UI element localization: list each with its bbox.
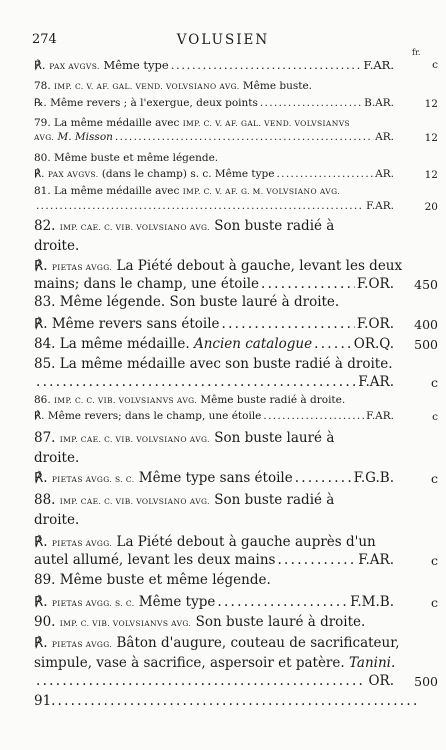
dot-leader (260, 97, 362, 109)
catalogue-line (34, 552, 396, 569)
dot-leader (57, 693, 420, 709)
page-number: 274 (32, 32, 57, 47)
entry-text (34, 258, 402, 274)
metal-grade: AR. (375, 168, 394, 180)
entry-text (34, 450, 79, 466)
entry-text (34, 614, 365, 630)
entry-text-main: 85. La même médaille avec son buste radié à droite. (34, 356, 393, 372)
price-value: 500 (414, 337, 438, 352)
entry-text-main: mains; dans le champ, une étoile (34, 276, 259, 292)
entry-text-main: ℟. (34, 635, 52, 651)
coin-legend: PAX AVGVS. (49, 62, 100, 71)
catalogue-line (34, 492, 422, 509)
dot-leader (222, 316, 355, 332)
entry-text (34, 655, 395, 671)
entry-text-main: ℟. Même revers; dans le champ, une étoile (34, 410, 262, 422)
metal-grade: F.G.B. (353, 470, 394, 486)
catalogue-line (34, 410, 396, 424)
catalogue-line (34, 594, 396, 611)
entry-text-main: 87. (34, 430, 60, 446)
entry-text (34, 394, 345, 406)
catalogue-line (34, 655, 422, 672)
entry-text (34, 572, 271, 588)
catalogue-line (34, 152, 422, 166)
entry-text (34, 410, 261, 422)
coin-legend: PAX AVGVS. (47, 170, 99, 179)
price-value: c (430, 553, 438, 568)
price-value: 450 (414, 277, 438, 292)
catalogue-line (34, 258, 422, 275)
entry-text-main: ℟. (34, 258, 52, 274)
entry-text (34, 152, 218, 164)
dot-leader (314, 336, 352, 352)
catalogue-line (34, 450, 422, 467)
entry-text (34, 336, 312, 352)
entry-text-main: droite. (34, 450, 80, 466)
entry-text-main: droite. (34, 512, 80, 528)
entry-text (34, 80, 312, 92)
entry-text-main: 91. (34, 693, 56, 709)
catalogue-line (34, 512, 422, 529)
price-value: c (432, 59, 438, 71)
citation-text: Tanini. (348, 655, 396, 671)
dot-leader (171, 58, 362, 72)
catalogue-line (34, 58, 396, 73)
entry-text (34, 168, 275, 180)
catalogue-line (34, 635, 422, 652)
entry-text-rest: (dans le champ) s. c. Même type (98, 168, 275, 180)
entry-text (34, 294, 339, 310)
metal-grade: F.AR. (358, 374, 394, 390)
entry-text-main: 82. (34, 218, 60, 234)
entry-text-main: 88. (34, 492, 60, 508)
entry-text-rest: Même type (134, 594, 216, 610)
coin-legend: IMP. C. C. VIB. VOLVSIANVS AVG. (54, 396, 198, 405)
entry-text-rest: La Piété debout à gauche auprès d'un (112, 534, 376, 550)
catalogue-line (34, 294, 422, 311)
citation-text: M. Misson (54, 131, 113, 143)
price-value: 12 (424, 169, 438, 181)
entry-text (34, 316, 220, 332)
entry-text-main: ℟. (34, 534, 52, 550)
entry-text-main: ℟. Même revers sans étoile (34, 316, 220, 332)
metal-grade: B.AR. (364, 97, 394, 109)
coin-legend: IMP. CAE. C. VIB. VOLVSIANO AVG. (59, 223, 210, 232)
entry-text-main: 78. (34, 80, 55, 92)
metal-grade: F.AR. (363, 58, 394, 72)
metal-grade: F.AR. (366, 200, 394, 212)
coin-legend: IMP. C. V. AF. GAL. VEND. VOLVSIANVS (182, 119, 351, 128)
dot-leader (277, 552, 356, 568)
entry-text (34, 131, 113, 143)
catalogue-line (34, 572, 422, 589)
entry-text-main: droite. (34, 238, 80, 254)
entry-text-main: ℟. (34, 594, 52, 610)
catalogue-line (34, 614, 422, 631)
catalogue-line (34, 276, 396, 293)
catalogue-line (34, 185, 422, 199)
entry-text (34, 512, 79, 528)
metal-grade: F.OR. (356, 316, 394, 332)
entry-text (34, 534, 376, 550)
entry-text-rest: Son buste lauré à droite. (191, 614, 366, 630)
entry-text (34, 97, 258, 109)
coin-legend: IMP. CAE. C. VIB. VOLVSIANO AVG. (59, 435, 210, 444)
catalogue-line (34, 218, 422, 235)
catalogue-line (34, 356, 422, 373)
coin-legend: IMP. C. VIB. VOLVSIANVS AVG. (59, 619, 192, 628)
entry-text-main: simpule, vase à sacrifice, aspersoir et patère. (34, 655, 349, 671)
catalogue-line (34, 200, 396, 214)
coin-legend: IMP. C. V. AF. G. M. VOLVSIANO AVG. (182, 187, 341, 196)
coin-legend: PIETAS AVGG. S. C. (51, 599, 135, 608)
dot-leader (261, 276, 355, 292)
price-value: 500 (414, 674, 438, 689)
dot-leader (295, 470, 352, 486)
catalogue-line (34, 131, 396, 145)
coin-legend: IMP. CAE. C. VIB. VOLVSIANO AVG. (59, 497, 210, 506)
entry-text-rest: Même type sans étoile (134, 470, 293, 486)
catalogue-line (34, 168, 396, 182)
entry-text-rest: Bâton d'augure, couteau de sacrificateur, (112, 635, 400, 651)
entry-text-rest: Son buste lauré à (209, 430, 335, 446)
coin-legend: PIETAS AVGG. (51, 640, 113, 649)
entry-text (34, 185, 340, 197)
price-value: 20 (424, 201, 438, 213)
coin-legend: PIETAS AVGG. S. C. (51, 475, 135, 484)
coin-legend: IMP. C. V. AF. GAL. VEND. VOLVSIANO AVG. (54, 82, 240, 91)
entry-text-rest: Son buste radié à (209, 492, 335, 508)
entry-text-main: 81. La même médaille avec (34, 185, 183, 197)
catalogue-line (34, 430, 422, 447)
entry-text (34, 276, 259, 292)
catalogue-line (34, 316, 396, 333)
price-column-heading: fr. (412, 48, 421, 57)
entry-text (34, 635, 400, 651)
entry-text-rest: La Piété debout à gauche, levant les deux (112, 258, 403, 274)
dot-leader (36, 673, 366, 689)
price-value: c (432, 411, 438, 423)
catalogue-line (34, 80, 422, 94)
entry-text (34, 492, 334, 508)
entry-text (34, 58, 169, 72)
catalogue-line (34, 238, 422, 255)
dot-leader (36, 374, 356, 390)
catalogue-line (34, 470, 396, 487)
metal-grade: F.AR. (358, 552, 394, 568)
entry-text (34, 470, 293, 486)
catalogue-line (34, 534, 422, 551)
metal-grade: F.M.B. (350, 594, 394, 610)
entry-text-main: 90. (34, 614, 60, 630)
dot-leader (263, 410, 364, 422)
entry-text (34, 238, 79, 254)
entry-text-main: 89. Même buste et même légende. (34, 572, 271, 588)
entry-text (34, 594, 215, 610)
metal-grade: OR.Q. (353, 336, 394, 352)
entry-text (34, 430, 334, 446)
price-value: 12 (424, 98, 438, 110)
price-value: c (430, 471, 438, 486)
entry-text (34, 117, 350, 129)
coin-legend: PIETAS AVGG. (51, 539, 113, 548)
price-value: c (430, 375, 438, 390)
entry-text-main: ℟. (34, 168, 48, 180)
entry-text-main: autel allumé, levant les deux mains (34, 552, 276, 568)
entry-text-rest: Même buste. (239, 80, 313, 92)
entry-text-main: ℟. (34, 58, 50, 72)
dot-leader (36, 200, 364, 212)
catalogue-line (34, 336, 396, 353)
entry-text (34, 218, 334, 234)
entry-text-main: 86. (34, 394, 55, 406)
entry-text-main: 83. Même légende. Son buste lauré à droite. (34, 294, 340, 310)
metal-grade: F.AR. (366, 410, 394, 422)
catalogue-line (34, 693, 422, 710)
entry-text (34, 552, 275, 568)
catalogue-line (34, 117, 422, 131)
coin-legend: PIETAS AVGG. (51, 263, 113, 272)
entry-text-main: ℟. (34, 470, 52, 486)
price-value: 12 (424, 132, 438, 144)
catalogue-line (34, 374, 396, 391)
price-value: 400 (414, 317, 438, 332)
entry-text-main: 79. La même médaille avec (34, 117, 183, 129)
metal-grade: F.OR. (356, 276, 394, 292)
entry-text-rest: Même type (99, 58, 169, 72)
entry-text (34, 356, 393, 372)
catalogue-line (34, 673, 396, 690)
entry-text-main: ℞. Même revers ; à l'exergue, deux points (34, 97, 258, 109)
catalogue-line (34, 97, 396, 111)
dot-leader (115, 131, 373, 143)
metal-grade: OR. (368, 673, 394, 689)
price-value: c (430, 595, 438, 610)
coin-legend: AVG. (34, 133, 55, 142)
citation-text: Ancien catalogue (193, 336, 313, 352)
dot-leader (217, 594, 348, 610)
entry-text-main: 84. La même médaille. (34, 336, 194, 352)
entry-text-rest: Même buste radié à droite. (197, 394, 346, 406)
entry-text-main: 80. Même buste et même légende. (34, 152, 219, 164)
running-title: VOLUSIEN (176, 32, 270, 48)
dot-leader (277, 168, 374, 180)
catalogue-line (34, 394, 422, 408)
entry-text-rest: Son buste radié à (209, 218, 335, 234)
metal-grade: AR. (375, 131, 394, 143)
entry-text (34, 693, 55, 709)
